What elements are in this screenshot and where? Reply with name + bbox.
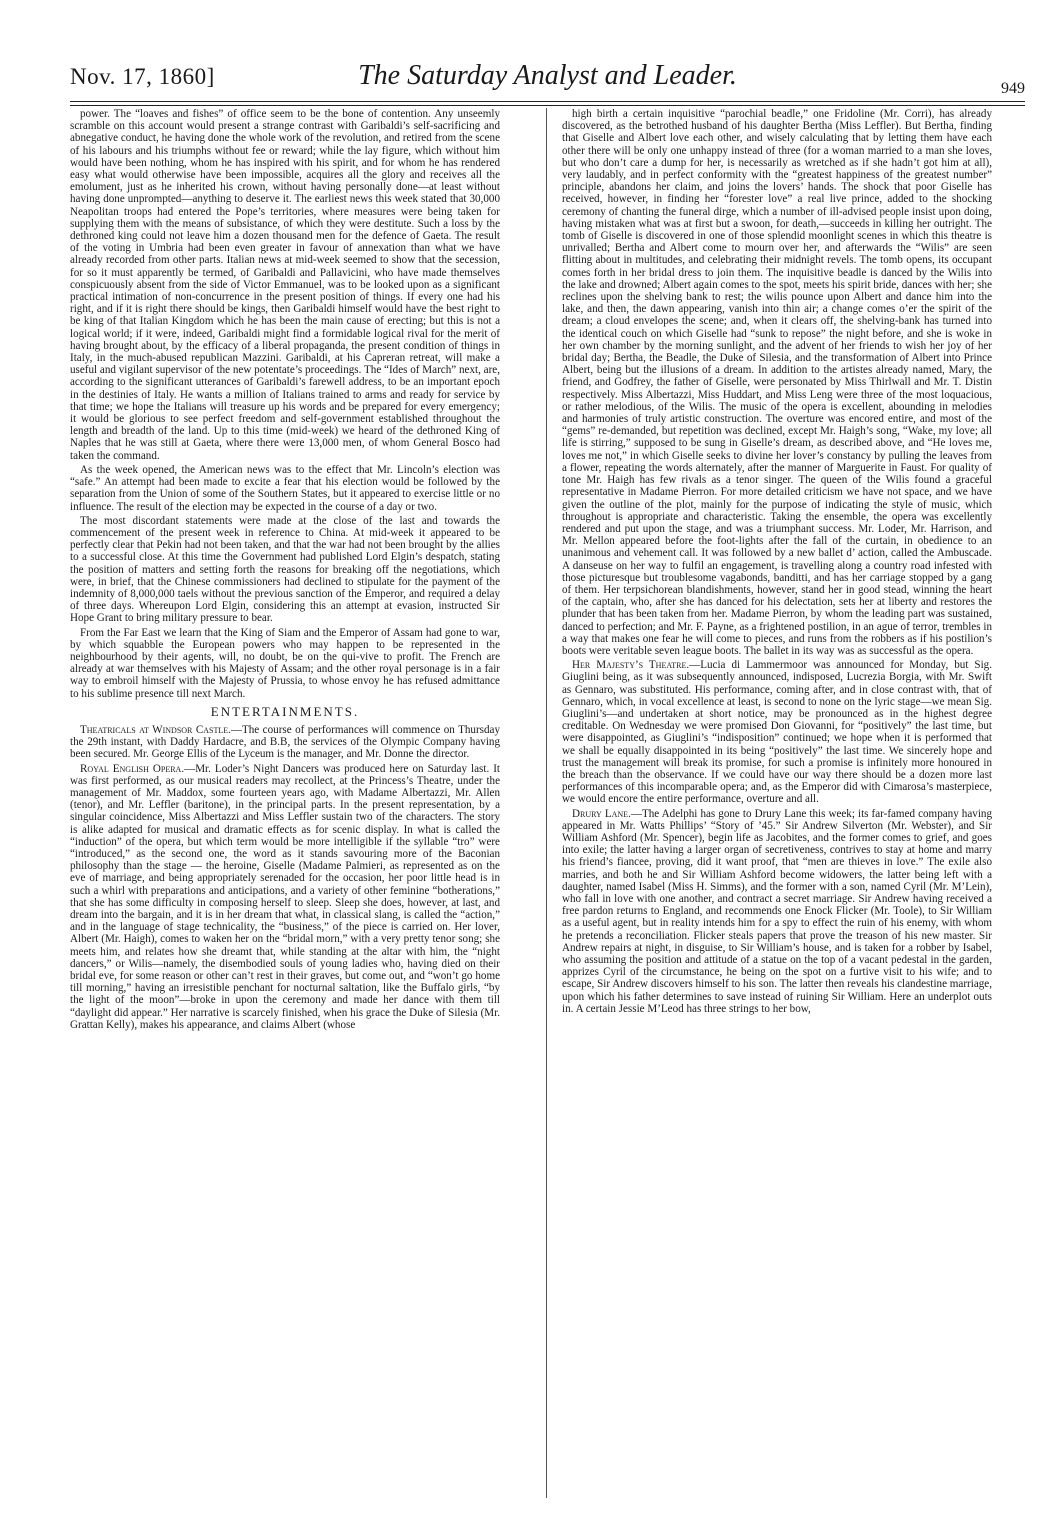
item-lead: Theatricals at Windsor Castle. — [80, 723, 231, 736]
entertainment-item — [562, 808, 992, 1015]
entertainment-item — [562, 659, 992, 805]
publication-title: The Saturday Analyst and Leader. — [358, 60, 737, 91]
issue-date: Nov. 17, 1860] — [70, 64, 215, 89]
item-text: —The course of performances will commence on Thursday the 29th instant, with Daddy Hardacre, and B.B, the services of the Olympic Company having been secured. Mr. George Ellis of the Lyceum is the manager, and Mr. Donne the director. — [70, 723, 500, 761]
item-text: —Mr. Loder’s Night Dancers was produced here on Saturday last. It was first performed, as our musical readers may recollect, at the Princess’s Theatre, under the management of Mr. Maddox, some fourteen years ago, with Madame Albertazzi, Mr. Allen (tenor), and Mr. Leffler (baritone), in the principal parts. In the present representation, by a singular coincidence, Miss Albertazzi and Miss Leffler sustain two of the characters. The story is alike adapted for musical and dramatic effects as for scenic display. In what is called the “induction” of the opera, but which term would be more intelligible if the syllable “tro” were “introduced,” as the second one, the word as it stands savouring more of the Baconian philosophy than the stage — the heroine, Giselle (Madame Palmieri, as represented as on the eve of marriage, and being appropriately serenaded for the occasion, her poor little head is in such a whirl with preparations and anticipations, and a variety of other feminine “botherations,” that she has some difficulty in composing herself to sleep. Sleep she does, however, at last, and dream into the bargain, and it is in her dream that what, in classical slang, is called the “action,” and in the language of stage technicality, the “business,” of the piece is carried on. Her lover, Albert (Mr. Haigh), comes to waken her on the “bridal morn,” with a very pretty tenor song; she meets him, and relates how she dreamt that, while standing at the altar with him, the “night dancers,” or Wilis—namely, the disembodied souls of young ladies who, having died on their bridal eve, for some reason or other can’t rest in their graves, but come out, and “won’t go home till morning,” having an irresistible penchant for nocturnal saltation, like the Buffalo girls, “by the light of the moon”—broke in upon the ceremony and made her dance with them till “daylight did appear.” Her narrative is scarcely finished, when his grace the Duke of Silesia (Mr. Grattan Kelly), makes his appearance, and claims Albert (whose — [70, 762, 500, 1031]
item-lead: Her Majesty’s Theatre. — [572, 659, 690, 672]
right-column — [562, 108, 992, 1513]
header-rule — [70, 101, 1025, 106]
page-number: 949 — [1001, 80, 1025, 97]
entertainment-item — [70, 763, 500, 1031]
column-divider — [546, 108, 547, 1498]
item-lead: Drury Lane. — [572, 807, 631, 820]
article-paragraph: The most discordant statements were made at the close of the last and towards the commencement of the present week in reference to China. At mid-week it appeared to be perfectly clear that Pekin had not been taken, and that the war had not been brought by the allies to a successful close. At this time the Government had published Lord Elgin’s despatch, stating the position of matters and setting forth the reasons for breaking off the negotiations, which were, in brief, that the Chinese commissioners had declined to stipulate for the payment of the indemnity of 8,000,000 taels without the previous sanction of the Emperor, and required a delay of three days. Whereupon Lord Elgin, considering this an attempt at evasion, instructed Sir Hope Grant to bring military pressure to bear. — [70, 514, 500, 625]
article-paragraph: From the Far East we learn that the King of Siam and the Emperor of Assam had gone to war, by which squabble the European powers who may happen to be represented in the neighbourhood by their agents, will, no doubt, be on the qui-vive to profit. The French are already at war themselves with his Majesty of Assam; and the other royal personage is in a fair way to embroil himself with the Majesty of Prussia, to whose envoy he has refused admittance to his sublime presence till next March. — [70, 626, 500, 700]
article-paragraph: As the week opened, the American news was to the effect that Mr. Lincoln’s election was “safe.” An attempt had been made to excite a fear that his election would be followed by the separation from the Union of some of the Southern States, but it appeared to exercise little or no influence. The result of the election may be expected in the course of a day or two. — [70, 463, 500, 513]
entertainment-item — [70, 724, 500, 761]
section-heading: ENTERTAINMENTS. — [210, 703, 360, 719]
article-paragraph: power. The “loaves and fishes” of office seem to be the bone of contention. Any unseemly scramble on this account would present a strange contrast with Garibaldi’s self-sacrificing and abnegative conduct, he having done the whole work of the revolution, and retired from the scene of his labours and his triumphs without fee or reward; while the lay figure, which without him would have been nothing, whom he has inspired with his spirit, and for whom he has rendered easy what would otherwise have been impossible, acquires all the glory and receives all the emolument, just as he inherited his crown, without having personally done—at least without having done unprompted—anything to deserve it. The earliest news this week stated that 30,000 Neapolitan troops had entered the Pope’s territories, where measures were being taken for supplying them with the means of subsistance, of which they were destitute. Such a loss by the dethroned king could not leave him a dozen thousand men for the defence of Gaeta. The result of the voting in Umbria had been even greater in favour of annexation than what we have already recorded from other parts. Italian news at mid-week seemed to show that the secession, for so it must apparently be termed, of Garibaldi and Pallavicini, who have made themselves conspicuously absent from the side of Victor Emmanuel, was to be looked upon as a significant practical intimation of non-concurrence in the present position of things. If every one had his right, and if it is right there should be kings, then Garibaldi himself would have the best right to be king of that Italian Kingdom which he has been the main cause of erecting; but this is not a logical world; if it were, indeed, Garibaldi might find a formidable logical rival for the merit of having brought about, by the efficacy of a liberal propaganda, the present condition of things in Italy, in the much-abused republican Mazzini. Garibaldi, at his Capreran retreat, will make a useful and vigilant supervisor of the new potentate’s proceedings. The “Ides of March” next, are, according to the significant utterances of Garibaldi’s farewell address, to be an important epoch in the destinies of Italy. He wants a million of Italians trained to arms and ready for service by that time; we hope the Italians will treasure up his words and be prepared for every emergency; it would be glorious to see perfect freedom and self-government established throughout the length and breadth of the land. Up to this time (mid-week) we heard of the dethroned King of Naples that he was still at Gaeta, where there were 13,000 men, of whom General Bosco had taken the command. — [70, 108, 500, 462]
item-text: —The Adelphi has gone to Drury Lane this week; its far-famed company having appeared in Mr. Watts Phillips’ “Story of ’45.” Sir Andrew Silverton (Mr. Webster), and Sir William Ashford (Mr. Spencer), begin life as Jacobites, and the former comes to grief, and goes into exile; the latter having a larger organ of secretiveness, contrives to stay at home and marry his friend’s fiancee, proving, did it want proof, that “men are thieves in love.” The exile also marries, and both he and Sir William Ashford become widowers, the latter being left with a daughter, named Isabel (Miss H. Simms), and the former with a son, named Cyril (Mr. M’Lein), who fall in love with one another, and contract a secret marriage. Sir Andrew having received a free pardon returns to England, and recommends one Enock Flicker (Mr. Toole), to Sir William as a useful agent, but in reality intends him for a spy to effect the ruin of his enemy, with whom he pretends a reconciliation. Flicker steals papers that prove the treason of his new master. Sir Andrew repairs at night, in disguise, to Sir William’s house, and is taken for a robber by Isabel, who assuming the position and attitude of a statue on the top of a vacant pedestal in the garden, apprizes Cyril of the circumstance, he being on the spot on a furtive visit to his wife; and to escape, Sir Andrew discovers himself to his son. The latter then reveals his clandestine marriage, upon which his father determines to save instead of ruining Sir William. Here an underplot outs in. A certain Jessie M’Leod has three strings to her bow, — [562, 807, 992, 1015]
masthead — [70, 50, 1025, 98]
item-lead: Royal English Opera. — [80, 762, 185, 775]
article-paragraph: high birth a certain inquisitive “parochial beadle,” one Fridoline (Mr. Corri), has already discovered, as the betrothed husband of his daughter Bertha (Miss Leffler). But Bertha, finding that Giselle and Albert love each other, and wisely calculating that by letting them have each other there will be only one unhappy instead of three (for a woman married to a man she loves, but who don’t care a dump for her, is necessarily as wretched as if she hadn’t got him at all), very laudably, and in perfect conformity with the “greatest happiness of the greatest number” principle, abandons her claim, and joins the lovers’ hands. The shock that poor Giselle has received, however, in finding her “forester love” a real live prince, added to the shocking ceremony of chanting the funeral dirge, which a number of ill-advised people insist upon doing, having mistaken what was at first but a swoon, for death,—succeeds in killing her outright. The tomb of Giselle is discovered in one of those splendid moonlight scenes in which this theatre is unrivalled; Bertha and Albert come to mourn over her, and afterwards the “Wilis” are seen flitting about in multitudes, and celebrating their midnight revels. The tomb opens, its occupant comes forth in her bridal dress to join them. The inquisitive beadle is danced by the Wilis into the lake and drowned; Albert again comes to the spot, meets his spirit bride, dances with her; she reclines upon the shelving bank to rest; the wilis pounce upon Albert and dance him into the lake, and then, the dawn appearing, vanish into thin air; a change comes o’er the spirit of the dream; a cloud envelopes the scene; and, when it clears off, the shelving-bank has turned into the identical couch on which Giselle had “sunk to repose” the night before, and she is woke in her own chamber by the morning sunlight, and the advent of her friends to wish her joy of her bridal day; Bertha, the Beadle, the Duke of Silesia, and the transformation of Albert into Prince Albert, being but the illusions of a dream. In addition to the artistes already named, Mary, the friend, and Godfrey, the father of Giselle, were personated by Miss Thirlwall and Mr. T. Distin respectively. Miss Albertazzi, Miss Huddart, and Miss Leng were three of the most loquacious, or rather melodious, of the Wilis. The music of the opera is excellent, abounding in melodies and harmonies of truly artistic construction. The overture was encored entire, and most of the “gems” re-demanded, but repetition was declined, except Mr. Haigh’s song, “Wake, my love; all life is stirring,” supposed to be sung in Giselle’s dream, as described above, and “He loves me, loves me not,” in which Giselle seeks to divine her lover’s constancy by pulling the leaves from a flower, repeating the words alternately, after the manner of Marguerite in Faust. For quality of tone Mr. Haigh has few rivals as a tenor singer. The queen of the Wilis found a graceful representative in Madame Pierron. For more detailed criticism we have not space, and we have given the outline of the plot, mainly for the purpose of indicating the style of music, which throughout is appropriate and characteristic. Taking the ensemble, the opera was excellently rendered and put upon the stage, and was a triumphant success. Mr. Loder, Mr. Harrison, and Mr. Mellon appeared before the foot-lights after the fall of the curtain, in obedience to an unanimous and vehement call. It was followed by a new ballet d’ action, called the Ambuscade. A danseuse on her way to fulfil an engagement, is travelling along a country road infested with those picturesque but troublesome vagabonds, banditti, and has her carriage stopped by a gang of them. Her terpsichorean blandishments, however, stand her in good stead, winning the heart of the captain, who, after she has danced for his delectation, sets her at liberty and restores the plunder that has been taken from her. Madame Pierron, by whom the leading part was sustained, danced to perfection; and Mr. F. Payne, as a frightened postilion, in an ague of terror, trembles in a way that makes one fear he will come to pieces, and runs from the robbers as if his postilion’s boots were veritable seven league boots. The ballet in its way was as successful as the opera. — [562, 108, 992, 657]
left-column — [70, 108, 500, 1503]
item-text: —Lucia di Lammermoor was announced for Monday, but Sig. Giuglini being, as it was subsequently announced, indisposed, Lucrezia Borgia, with Mr. Swift as Gennaro, was substituted. His performance, coming after, and in close contrast with, that of Gennaro, which, in vocal excellence at least, is second to none on the lyric stage—we mean Sig. Giuglini’s—and undertaken at short notice, may be pronounced as in the highest degree creditable. On Wednesday we were promised Don Giovanni, for “positively” the last time, but were disappointed, as Giuglini’s “indisposition” continued; we hope when it is performed that we shall be equally disappointed in its being “positively” the last time. We sincerely hope and trust the management will break its promise, for such a promise is infinitely more honoured in the breach than the observance. If we could have our way there should be a dozen more last performances of this incomparable opera; and, as the Emperor did with Cimarosa’s masterpiece, we would encore the entire performance, overture and all. — [562, 659, 992, 806]
